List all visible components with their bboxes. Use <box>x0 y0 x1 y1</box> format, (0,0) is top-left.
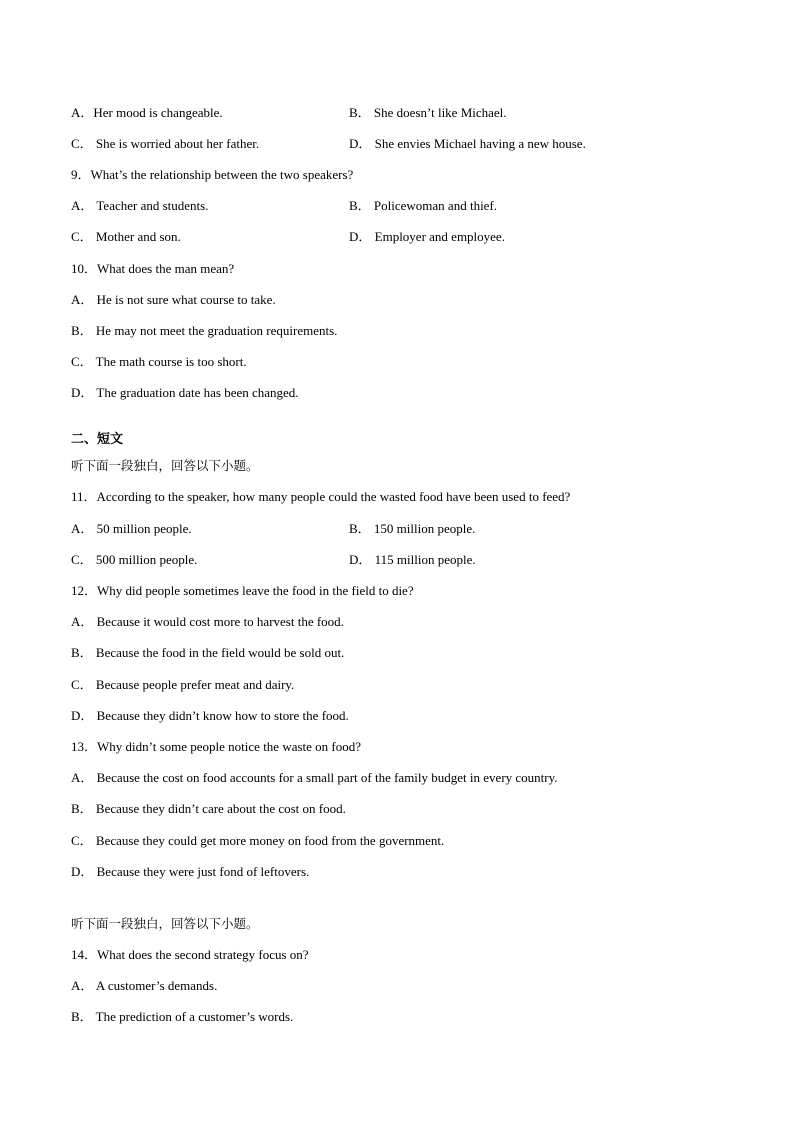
q11-option-b: B． 150 million people. <box>349 521 476 536</box>
q14-option-a: A． A customer’s demands. <box>71 978 218 993</box>
q9-option-d: D． Employer and employee. <box>349 229 505 244</box>
q9-option-b: B． Policewoman and thief. <box>349 198 498 213</box>
q9-stem: 9．What’s the relationship between the two speakers? <box>71 167 354 182</box>
section-instruction: 听下面一段独白，回答以下小题。 <box>71 916 259 931</box>
q13-stem: 13．Why didn’t some people notice the waste on food? <box>71 739 362 754</box>
q13-option-a: A． Because the cost on food accounts for a small part of the family budget in every country. <box>71 770 558 785</box>
q8-option-b: B． She doesn’t like Michael. <box>349 105 507 120</box>
q10-option-b: B． He may not meet the graduation requirements. <box>71 323 338 338</box>
q9-option-c: C． Mother and son. <box>71 229 181 244</box>
q12-stem: 12．Why did people sometimes leave the food in the field to die? <box>71 583 414 598</box>
q8-option-d: D． She envies Michael having a new house. <box>349 136 586 151</box>
q8-option-a: A．Her mood is changeable. <box>71 105 223 120</box>
q10-stem: 10．What does the man mean? <box>71 261 235 276</box>
q11-option-a: A． 50 million people. <box>71 521 192 536</box>
q13-option-c: C． Because they could get more money on food from the government. <box>71 833 445 848</box>
q14-stem: 14．What does the second strategy focus on? <box>71 947 309 962</box>
q11-option-c: C． 500 million people. <box>71 552 198 567</box>
section-instruction: 听下面一段独白，回答以下小题。 <box>71 458 259 473</box>
q12-option-a: A． Because it would cost more to harvest the food. <box>71 614 344 629</box>
q9-option-a: A． Teacher and students. <box>71 198 209 213</box>
q12-option-c: C． Because people prefer meat and dairy. <box>71 677 295 692</box>
q12-option-b: B． Because the food in the field would be sold out. <box>71 645 345 660</box>
q12-option-d: D． Because they didn’t know how to store the food. <box>71 708 349 723</box>
q10-option-d: D． The graduation date has been changed. <box>71 385 299 400</box>
q11-stem: 11．According to the speaker, how many people could the wasted food have been used to feed? <box>71 489 571 504</box>
section-title: 二、短文 <box>71 432 124 447</box>
q11-option-d: D． 115 million people. <box>349 552 476 567</box>
q13-option-d: D． Because they were just fond of leftovers. <box>71 864 310 879</box>
q14-option-b: B． The prediction of a customer’s words. <box>71 1009 294 1024</box>
q8-option-c: C． She is worried about her father. <box>71 136 260 151</box>
q10-option-a: A． He is not sure what course to take. <box>71 292 276 307</box>
q13-option-b: B． Because they didn’t care about the cost on food. <box>71 801 346 816</box>
q10-option-c: C． The math course is too short. <box>71 354 247 369</box>
